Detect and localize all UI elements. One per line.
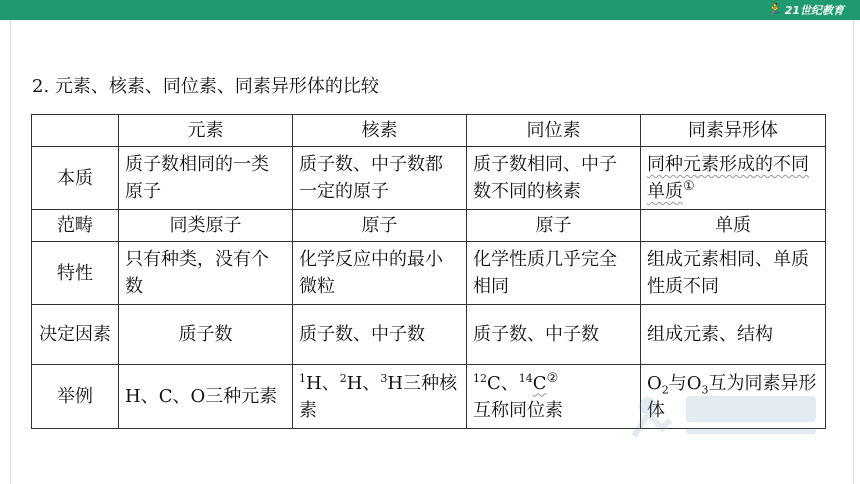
table-row (32, 305, 826, 365)
table-row (32, 210, 826, 242)
row-label: 举例 (32, 365, 119, 429)
row-label: 范畴 (32, 210, 119, 242)
table-header-row (32, 115, 826, 147)
comparison-table (31, 114, 826, 429)
table-row (32, 365, 826, 429)
table-cell: 化学反应中的最小微粒 (293, 242, 467, 305)
table-cell (467, 365, 641, 429)
row-label: 本质 (32, 147, 119, 210)
table-row (32, 242, 826, 305)
subscript: 3 (701, 383, 709, 397)
table-cell: 质子数、中子数 (293, 305, 467, 365)
mass-number: 1 (299, 371, 306, 385)
table-cell: H、C、O三种元素 (119, 365, 293, 429)
left-margin-rule (10, 20, 11, 484)
subscript: 2 (661, 383, 669, 397)
table-cell: 单质 (641, 210, 826, 242)
header-isotope: 同位素 (467, 115, 641, 147)
table-cell: 质子数相同、中子数不同的核素 (467, 147, 641, 210)
mass-number: 2 (339, 371, 347, 385)
row-label: 特性 (32, 242, 119, 305)
cell-text: H、 (306, 372, 340, 394)
runner-logo-icon: 🏃 (765, 2, 782, 18)
cell-text: H三种核素 (299, 372, 458, 421)
cell-text: C、 (487, 372, 519, 394)
cell-text: 同种元素形成的不同单质 (647, 154, 809, 202)
section-heading: 2. 元素、核素、同位素、同素异形体的比较 (32, 76, 379, 97)
table-cell: 组成元素相同、单质性质不同 (641, 242, 826, 305)
header-corner (32, 115, 119, 147)
brand-logo (766, 1, 845, 19)
table-cell (641, 365, 826, 429)
table-cell: 只有种类，没有个数 (119, 242, 293, 305)
header-nuclide: 核素 (293, 115, 467, 147)
table-cell: 原子 (467, 210, 641, 242)
table-cell: 化学性质几乎完全相同 (467, 242, 641, 305)
brand-logo-text: 21世纪教育 (784, 4, 844, 17)
top-banner (0, 0, 860, 20)
mass-number: 3 (380, 371, 388, 385)
cell-text: 与O (668, 372, 702, 394)
mass-number: 12 (473, 371, 487, 385)
table-cell: 质子数 (119, 305, 293, 365)
table-cell: 质子数、中子数都一定的原子 (293, 147, 467, 210)
row-label: 决定因素 (32, 305, 119, 365)
table-cell (641, 147, 826, 210)
table-cell: 同类原子 (119, 210, 293, 242)
cell-text: 互称同位素 (473, 399, 563, 421)
mass-number: 14 (518, 371, 533, 385)
cell-text: C (532, 372, 547, 394)
cell-text: 互为同素异形体 (647, 372, 817, 421)
header-element: 元素 (119, 115, 293, 147)
table-cell: 质子数、中子数 (467, 305, 641, 365)
cell-text: H、 (346, 372, 381, 394)
right-margin-rule (853, 20, 854, 484)
formula-o2: O (647, 372, 662, 394)
table-cell: 组成元素、结构 (641, 305, 826, 365)
footnote-marker: ① (683, 179, 695, 194)
table-cell: 质子数相同的一类原子 (119, 147, 293, 210)
header-allotrope: 同素异形体 (641, 115, 826, 147)
table-row (32, 147, 826, 210)
footnote-marker: ② (546, 370, 559, 386)
table-cell: 原子 (293, 210, 467, 242)
table-cell (293, 365, 467, 429)
